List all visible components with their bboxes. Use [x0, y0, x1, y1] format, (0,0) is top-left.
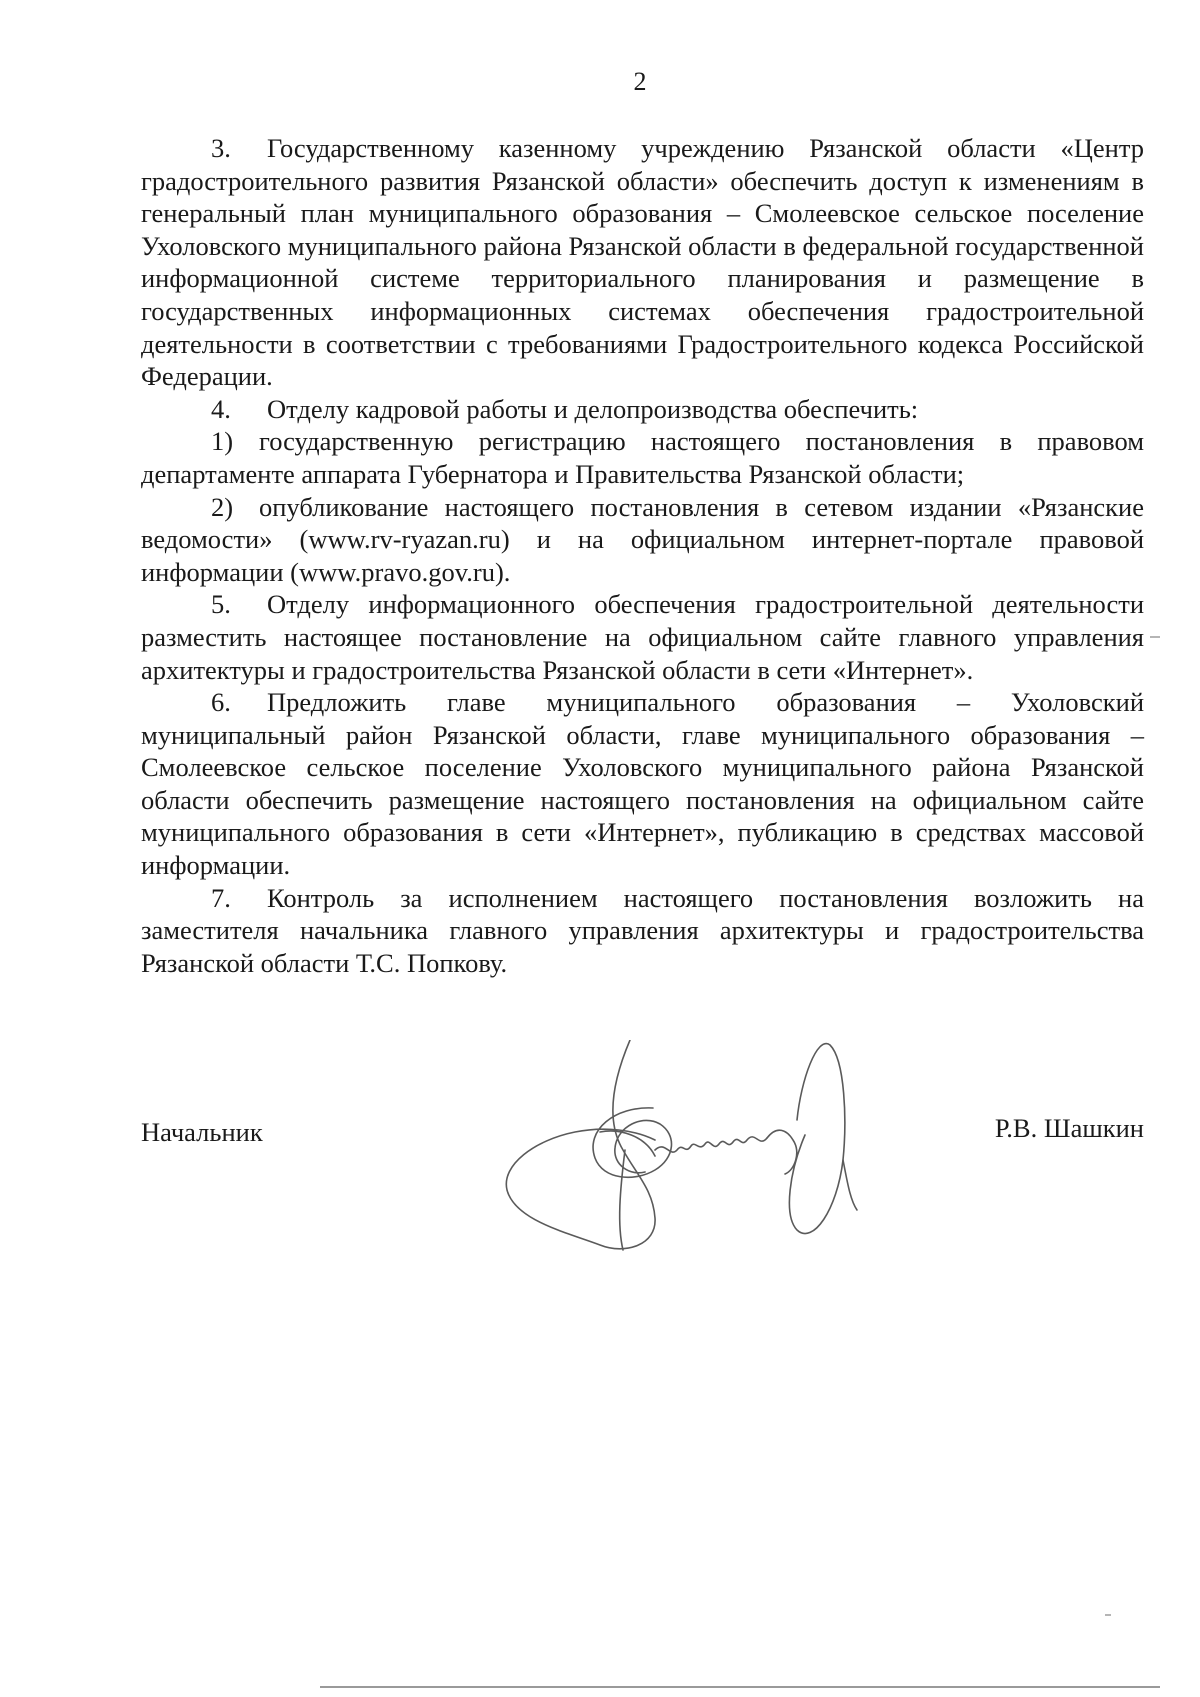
paragraph-text: Предложить главе муниципального образования – Ухоловский муниципальный район Рязанской области, главе муниципального образования – Смолеевское сельское поселение Ухоловского муниципального района Рязанской области обеспечить размещение настоящего постановления на официальном сайте муниципального образования в сети «Интернет», публикацию в средствах массовой информации.	[141, 687, 1144, 881]
paragraph-5	[141, 588, 1144, 686]
paragraph-4-item-1	[141, 425, 1144, 490]
paragraph-7	[141, 882, 1144, 980]
paragraph-number: 2)	[211, 491, 234, 522]
paragraph-number: 5.	[211, 589, 231, 620]
scan-speck	[1150, 636, 1160, 638]
paragraph-4-item-2	[141, 491, 1144, 589]
paragraph-number: 1)	[211, 426, 234, 457]
document-body	[141, 132, 1144, 979]
paragraph-number: 4.	[211, 393, 231, 424]
signatory-name: Р.В. Шашкин	[994, 1113, 1144, 1143]
paragraph-6	[141, 686, 1144, 882]
scan-speck	[1105, 1614, 1111, 1616]
scan-edge-line	[320, 1686, 1160, 1688]
paragraph-text: Государственному казенному учреждению Рязанской области «Центр градостроительного развития Рязанской области» обеспечить доступ к изменениям в генеральный план муниципального образования – Смолеевское сельское поселение Ухоловского муниципального района Рязанской области в федеральной государственной информационной системе территориального планирования и размещение в государственных информационных системах обеспечения градостроительной деятельности в соответствии с требованиями Градостроительного кодекса Российской Федерации.	[141, 133, 1144, 392]
paragraph-text: Контроль за исполнением настоящего постановления возложить на заместителя начальника главного управления архитектуры и градостроительства Рязанской области Т.С. Попкову.	[141, 882, 1144, 978]
paragraph-number: 7.	[211, 882, 231, 913]
signatory-title: Начальник	[141, 1117, 263, 1147]
paragraph-number: 6.	[211, 687, 231, 718]
paragraph-text: опубликование настоящего постановления в сетевом издании «Рязанские ведомости» (www.rv-ryazan.ru) и на официальном интернет-портале правовой информации (www.pravo.gov.ru).	[141, 491, 1144, 587]
paragraph-text: Отделу кадровой работы и делопроизводства обеспечить:	[267, 393, 919, 424]
page-number: 2	[633, 67, 647, 96]
paragraph-3	[141, 132, 1144, 393]
paragraph-4	[141, 393, 1144, 426]
paragraph-text: государственную регистрацию настоящего постановления в правовом департаменте аппарата Губернатора и Правительства Рязанской области;	[141, 426, 1144, 489]
paragraph-text: Отделу информационного обеспечения градостроительной деятельности разместить настоящее постановление на официальном сайте главного управления архитектуры и градостроительства Рязанской области в сети «Интернет».	[141, 589, 1144, 685]
paragraph-number: 3.	[211, 133, 231, 163]
handwritten-signature-icon	[505, 1040, 895, 1255]
